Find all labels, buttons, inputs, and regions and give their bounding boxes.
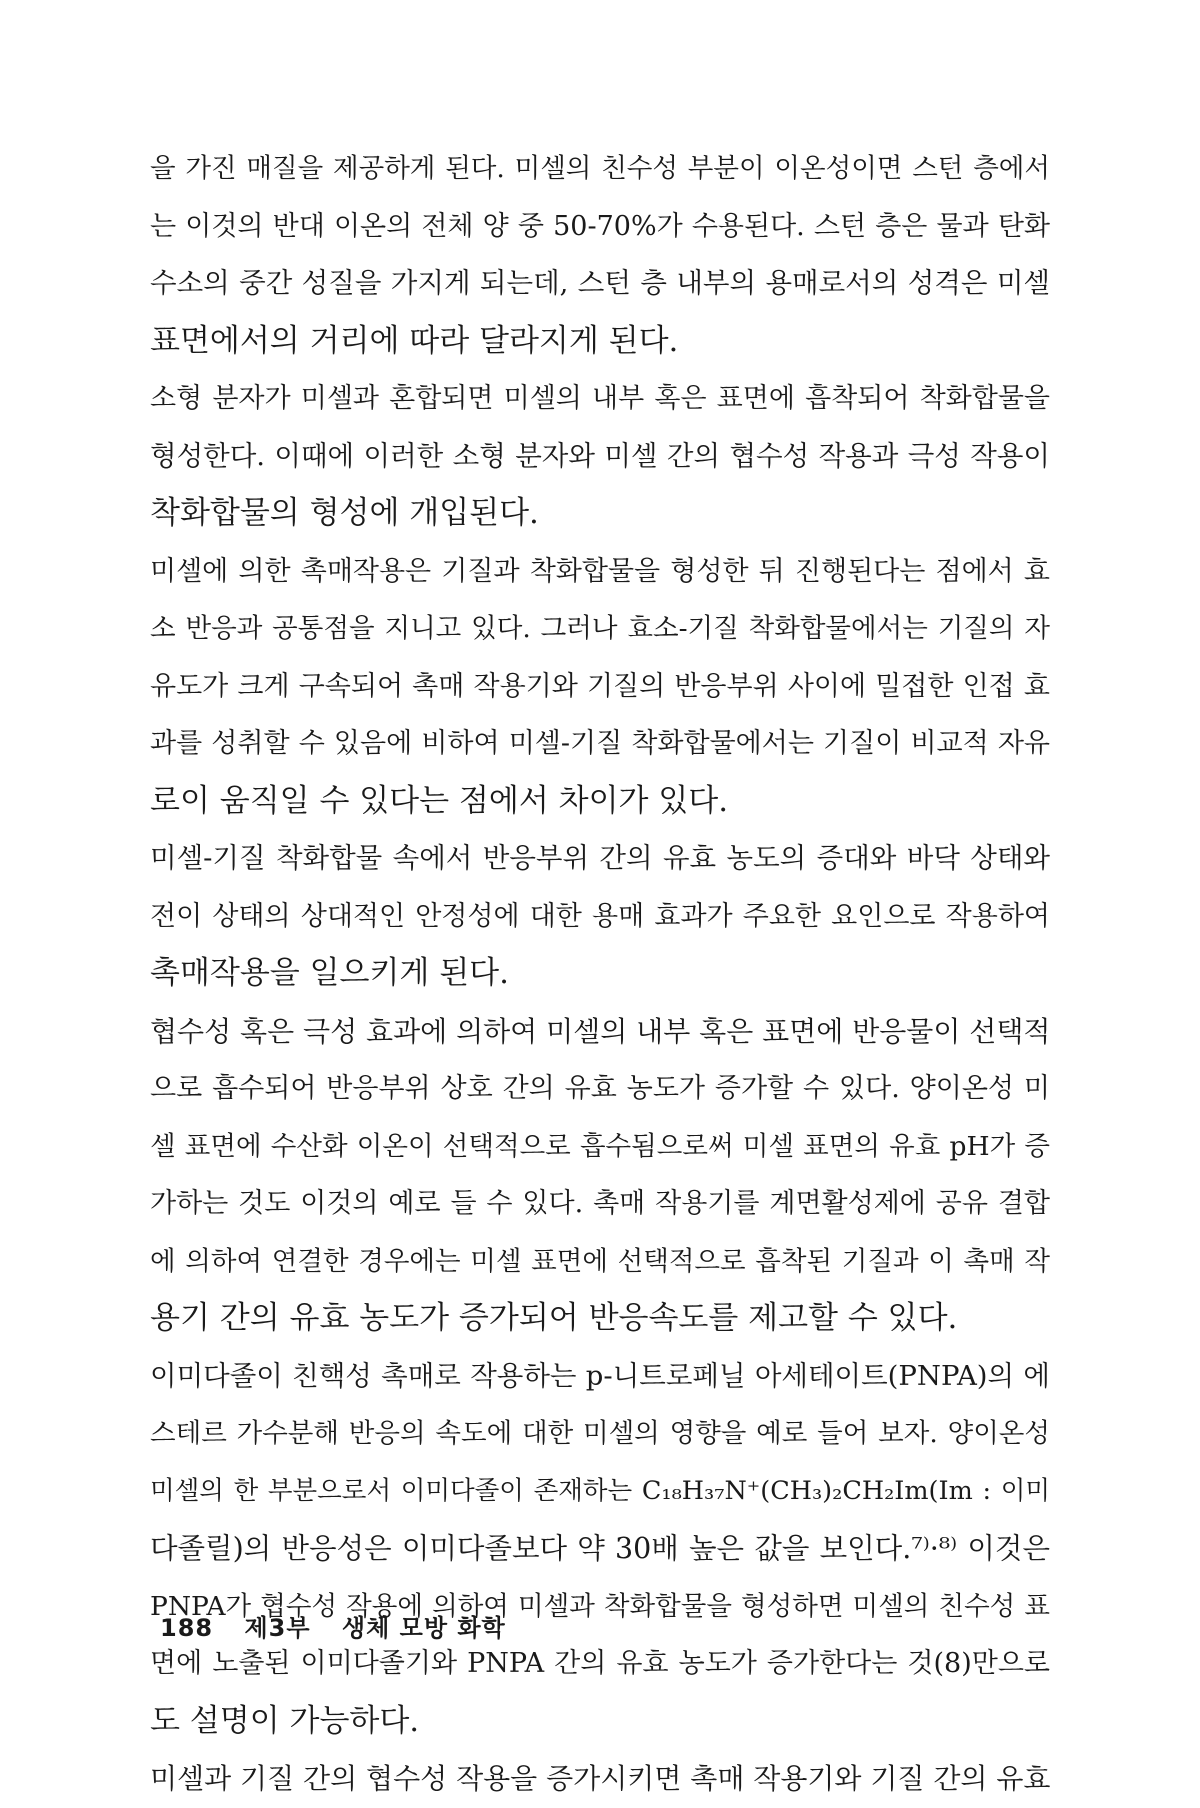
text-line: 면에 노출된 이미다졸기와 PNPA 간의 유효 농도가 증가한다는 것(8)만으로 [150,1648,1050,1679]
text-line: 표면에서의 거리에 따라 달라지게 된다. [150,322,679,359]
part-label: 제3부 [244,1614,311,1642]
text-line: 을 가진 매질을 제공하게 된다. 미셀의 친수성 부분이 이온성이면 스턴 층에서 [150,153,1050,184]
page-number: 188 [160,1614,214,1642]
body-text [150,140,1050,1808]
text-line: PNPA가 협수성 작용에 의하여 미셀과 착화합물을 형성하면 미셀의 친수성 표 [150,1590,1050,1622]
text-line: 착화합물의 형성에 개입된다. [150,495,539,531]
text-line: 미셀-기질 착화합물 속에서 반응부위 간의 유효 농도의 증대와 바닥 상태와 [150,842,1050,874]
text-line: 촉매작용을 일으키게 된다. [150,955,509,991]
text-line: 미셀과 기질 간의 협수성 작용을 증가시키면 촉매 작용기와 기질 간의 유효 [150,1762,1051,1795]
page-footer [160,1608,528,1643]
text-line: 형성한다. 이때에 이러한 소형 분자와 미셀 간의 협수성 작용과 극성 작용이 [150,439,1050,472]
text-line: 으로 흡수되어 반응부위 상호 간의 유효 농도가 증가할 수 있다. 양이온성 미 [150,1073,1050,1104]
text-line: 과를 성취할 수 있음에 비하여 미셀-기질 착화합물에서는 기질이 비교적 자유 [150,728,1051,759]
text-line: 소 반응과 공통점을 지니고 있다. 그러나 효소-기질 착화합물에서는 기질의 자 [150,613,1050,644]
text-line: 미셀의 한 부분으로서 이미다졸이 존재하는 C₁₈H₃₇N⁺(CH₃)₂CH₂Im(Im : 이미 [150,1475,1050,1506]
text-line: 다졸릴)의 반응성은 이미다졸보다 약 30배 높은 값을 보인다.⁷⁾·⁸⁾ 이것은 [150,1532,1050,1565]
text-line: 수소의 중간 성질을 가지게 되는데, 스턴 층 내부의 용매로서의 성격은 미셀 [150,267,1050,299]
part-title: 생체 모방 화학 [341,1614,506,1642]
text-line: 에 의하여 연결한 경우에는 미셀 표면에 선택적으로 흡착된 기질과 이 촉매 작 [150,1245,1050,1277]
text-line: 도 설명이 가능하다. [150,1702,420,1739]
text-line: 미셀에 의한 촉매작용은 기질과 착화합물을 형성한 뒤 진행된다는 점에서 효 [150,555,1050,587]
text-line: 는 이것의 반대 이온의 전체 양 중 50-70%가 수용된다. 스턴 층은 물과 탄화 [150,210,1050,242]
text-line: 로이 움직일 수 있다는 점에서 차이가 있다. [150,782,729,819]
text-line: 이미다졸이 친핵성 촉매로 작용하는 p-니트로페닐 아세테이트(PNPA)의 에 [150,1359,1050,1392]
text-line: 스테르 가수분해 반응의 속도에 대한 미셀의 영향을 예로 들어 보자. 양이온성 [150,1418,1050,1449]
text-line: 유도가 크게 구속되어 촉매 작용기와 기질의 반응부위 사이에 밀접한 인접 효 [150,670,1050,702]
text-line: 협수성 혹은 극성 효과에 의하여 미셀의 내부 혹은 표면에 반응물이 선택적 [150,1014,1051,1048]
text-line: 소형 분자가 미셀과 혼합되면 미셀의 내부 혹은 표면에 흡착되어 착화합물을 [150,383,1050,414]
text-line: 셀 표면에 수산화 이온이 선택적으로 흡수됨으로써 미셀 표면의 유효 pH가 증 [150,1130,1050,1162]
text-line: 용기 간의 유효 농도가 증가되어 반응속도를 제고할 수 있다. [150,1300,958,1336]
text-line: 전이 상태의 상대적인 안정성에 대한 용매 효과가 주요한 요인으로 작용하여 [150,900,1050,932]
text-line: 가하는 것도 이것의 예로 들 수 있다. 촉매 작용기를 계면활성제에 공유 결합 [150,1188,1050,1219]
